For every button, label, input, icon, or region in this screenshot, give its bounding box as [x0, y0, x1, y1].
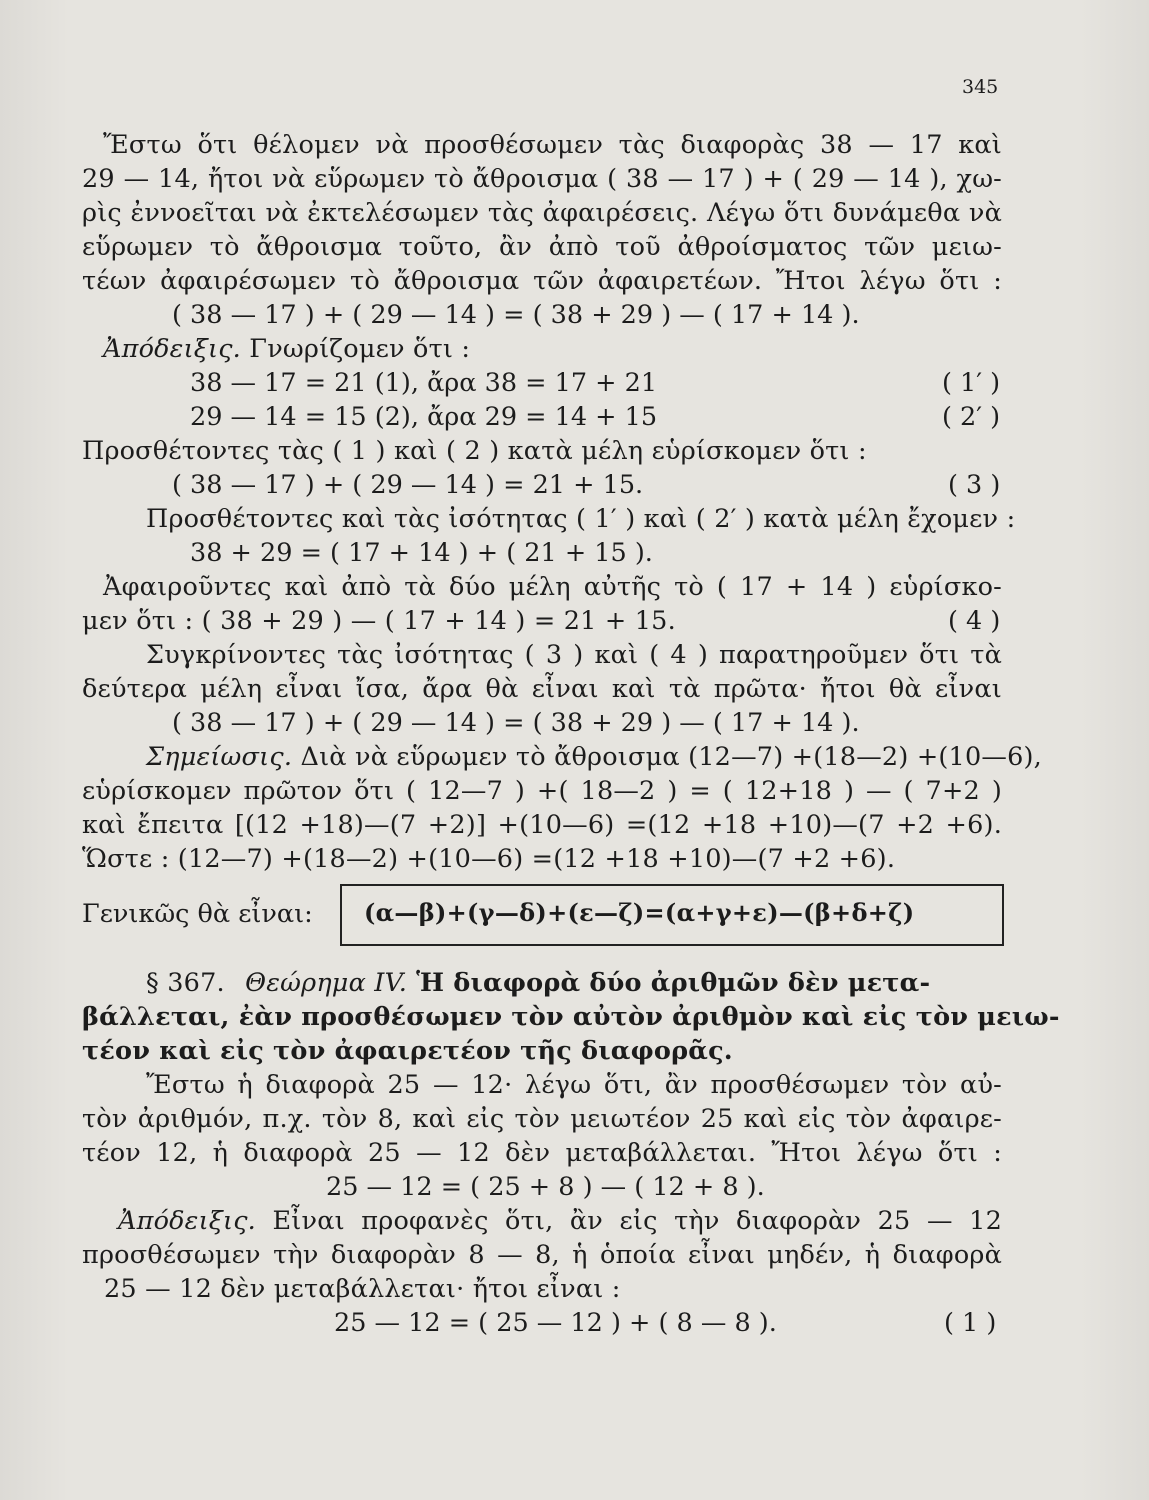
box-label: Γενικῶς θὰ εἶναι: — [82, 899, 313, 929]
text-line: εὑρίσκομεν πρῶτον ὅτι ( 12—7 ) +( 18—2 ) = ( 12+18 ) — ( 7+2 ) — [82, 776, 1002, 806]
proof-text: Γνωρίζομεν ὅτι : — [241, 334, 471, 364]
text-line: τέων ἀφαιρέσωμεν τὸ ἄθροισμα τῶν ἀφαιρετέων. Ἤτοι λέγω ὅτι : — [82, 266, 1002, 296]
equation-number: ( 4 ) — [948, 606, 1001, 636]
equation: 38 — 17 = 21 (1), ἄρα 38 = 17 + 21 — [190, 368, 658, 398]
text-line: Προσθέτοντες τὰς ( 1 ) καὶ ( 2 ) κατὰ μέλη εὑρίσκομεν ὅτι : — [82, 436, 867, 466]
text-line: τέον 12, ἡ διαφορὰ 25 — 12 δὲν μεταβάλλεται. Ἤτοι λέγω ὅτι : — [82, 1138, 1002, 1168]
equation: ( 38 — 17 ) + ( 29 — 14 ) = 21 + 15. — [172, 470, 644, 500]
proof-heading — [118, 1204, 1002, 1238]
equation-number: ( 2′ ) — [942, 402, 1001, 432]
note-heading — [146, 740, 1042, 774]
text-line: 25 — 12 δὲν μεταβάλλεται· ἤτοι εἶναι : — [104, 1274, 621, 1304]
equation: 25 — 12 = ( 25 + 8 ) — ( 12 + 8 ). — [326, 1172, 765, 1202]
theorem-line: βάλλεται, ἐὰν προσθέσωμεν τὸν αὐτὸν ἀριθμὸν καὶ εἰς τὸν μειω- — [82, 1002, 1060, 1032]
text-line: Ὥστε : (12—7) +(18—2) +(10—6) =(12 +18 +10)—(7 +2 +6). — [82, 844, 896, 874]
section-title: Θεώρημα IV. — [245, 968, 408, 998]
text-line: καὶ ἔπειτα [(12 +18)—(7 +2)] +(10—6) =(12 +18 +10)—(7 +2 +6). — [82, 810, 1002, 840]
box-right-border — [1002, 884, 1004, 946]
note-label: Σημείωσις. — [146, 742, 293, 772]
text-line: Ἔστω ἡ διαφορὰ 25 — 12· λέγω ὅτι, ἂν προσθέσωμεν τὸν αὐ- — [146, 1070, 1002, 1100]
text-line: προσθέσωμεν τὴν διαφορὰν 8 — 8, ἡ ὁποία εἶναι μηδέν, ἡ διαφορὰ — [82, 1240, 1002, 1270]
section-heading — [146, 966, 930, 1000]
text-line: ρὶς ἐννοεῖται νὰ ἐκτελέσωμεν τὰς ἀφαιρέσεις. Λέγω ὅτι δυνάμεθα νὰ — [82, 198, 1002, 228]
equation: 25 — 12 = ( 25 — 12 ) + ( 8 — 8 ). — [334, 1308, 777, 1338]
proof-label: Ἀπόδειξις. — [118, 1206, 256, 1236]
page-number: 345 — [962, 76, 999, 98]
equation-number: ( 3 ) — [948, 470, 1001, 500]
proof-text: Εἶναι προφανὲς ὅτι, ἂν εἰς τὴν διαφορὰν 25 — 12 — [256, 1206, 1002, 1236]
text-line: Προσθέτοντες καὶ τὰς ἰσότητας ( 1′ ) καὶ ( 2′ ) κατὰ μέλη ἔχομεν : — [146, 504, 1016, 534]
note-text: Διὰ νὰ εὕρωμεν τὸ ἄθροισμα (12—7) +(18—2) +(10—6), — [292, 742, 1042, 772]
theorem-text: Ἡ διαφορὰ δύο ἀριθμῶν δὲν μετα- — [407, 968, 931, 998]
equation-number: ( 1 ) — [944, 1308, 997, 1338]
proof-label: Ἀπόδειξις. — [103, 334, 241, 364]
equation-number: ( 1′ ) — [942, 368, 1001, 398]
box-bottom-border — [340, 944, 1004, 946]
boxed-formula: (α—β)+(γ—δ)+(ε—ζ)=(α+γ+ε)—(β+δ+ζ) — [364, 898, 915, 927]
box-left-border — [340, 884, 342, 946]
equation: ( 38 — 17 ) + ( 29 — 14 ) = ( 38 + 29 ) — ( 17 + 14 ). — [172, 300, 860, 330]
section-number: § 367. — [146, 968, 225, 998]
text-line: Ἔστω ὅτι θέλομεν νὰ προσθέσωμεν τὰς διαφορὰς 38 — 17 καὶ — [103, 130, 1002, 160]
text-line: μεν ὅτι : ( 38 + 29 ) — ( 17 + 14 ) = 21 + 15. — [82, 606, 676, 636]
text-line: 29 — 14, ἤτοι νὰ εὕρωμεν τὸ ἄθροισμα ( 38 — 17 ) + ( 29 — 14 ), χω- — [82, 164, 1002, 194]
text-line: δεύτερα μέλη εἶναι ἴσα, ἄρα θὰ εἶναι καὶ τὰ πρῶτα· ἤτοι θὰ εἶναι — [82, 674, 1002, 704]
equation: ( 38 — 17 ) + ( 29 — 14 ) = ( 38 + 29 ) — ( 17 + 14 ). — [172, 708, 860, 738]
text-line: εὕρωμεν τὸ ἄθροισμα τοῦτο, ἂν ἀπὸ τοῦ ἀθροίσματος τῶν μειω- — [82, 232, 1002, 262]
text-line: Συγκρίνοντες τὰς ἰσότητας ( 3 ) καὶ ( 4 ) παρατηροῦμεν ὅτι τὰ — [146, 640, 1002, 670]
box-top-border — [340, 884, 1004, 886]
text-line: Ἀφαιροῦντες καὶ ἀπὸ τὰ δύο μέλη αὐτῆς τὸ ( 17 + 14 ) εὑρίσκο- — [103, 572, 1002, 602]
equation: 29 — 14 = 15 (2), ἄρα 29 = 14 + 15 — [190, 402, 658, 432]
proof-heading — [103, 332, 470, 366]
theorem-line: τέον καὶ εἰς τὸν ἀφαιρετέον τῆς διαφορᾶς. — [82, 1036, 733, 1066]
equation: 38 + 29 = ( 17 + 14 ) + ( 21 + 15 ). — [190, 538, 653, 568]
text-line: τὸν ἀριθμόν, π.χ. τὸν 8, καὶ εἰς τὸν μειωτέον 25 καὶ εἰς τὸν ἀφαιρε- — [82, 1104, 1002, 1134]
